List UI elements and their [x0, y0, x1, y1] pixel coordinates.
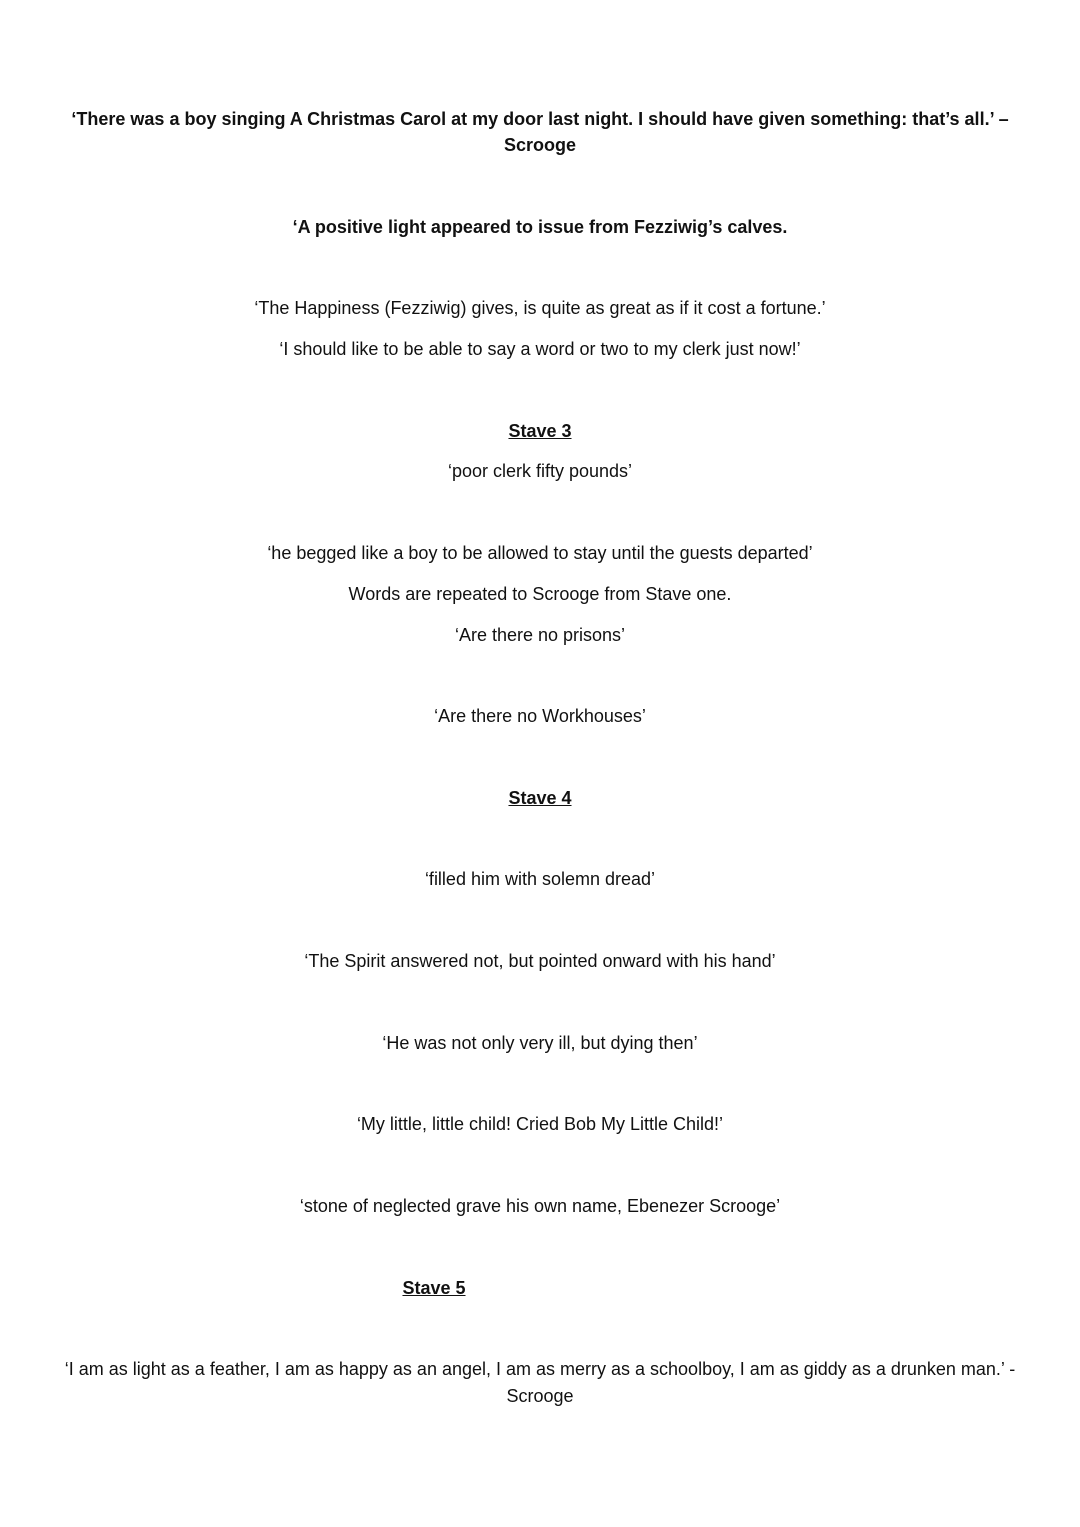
quote-boy-singing: ‘There was a boy singing A Christmas Carol at my door last night. I should have given something: that’s all.’ –	[71, 109, 1009, 129]
stave-3-heading: Stave 3	[508, 421, 572, 441]
quote-begged-like-boy: ‘he begged like a boy to be allowed to stay until the guests departed’	[267, 543, 813, 563]
quote-light-as-feather-attribution: Scrooge	[506, 1386, 574, 1406]
stave-5-heading: Stave 5	[402, 1278, 466, 1298]
quote-little-child: ‘My little, little child! Cried Bob My Little Child!’	[356, 1114, 724, 1134]
quote-solemn-dread: ‘filled him with solemn dread’	[424, 869, 656, 889]
quote-prisons: ‘Are there no prisons’	[454, 625, 626, 645]
quote-neglected-grave: ‘stone of neglected grave his own name, Ebenezer Scrooge’	[299, 1196, 781, 1216]
quote-positive-light: ‘A positive light appeared to issue from Fezziwig’s calves.	[292, 217, 788, 237]
quote-light-as-feather: ‘I am as light as a feather, I am as happy as an angel, I am as merry as a schoolboy, I am as giddy as a drunken man.’ -	[64, 1359, 1016, 1379]
stave-4-heading: Stave 4	[508, 788, 572, 808]
note-words-repeated: Words are repeated to Scrooge from Stave one.	[348, 584, 732, 604]
quote-poor-clerk: ‘poor clerk fifty pounds’	[447, 461, 633, 481]
quote-workhouses: ‘Are there no Workhouses’	[434, 706, 646, 726]
quote-spirit-answered: ‘The Spirit answered not, but pointed onward with his hand’	[304, 951, 776, 971]
quote-word-to-clerk: ‘I should like to be able to say a word or two to my clerk just now!’	[279, 339, 801, 359]
quote-very-ill: ‘He was not only very ill, but dying then’	[382, 1033, 698, 1053]
quote-boy-singing-attribution: Scrooge	[503, 135, 577, 155]
quote-happiness: ‘The Happiness (Fezziwig) gives, is quite as great as if it cost a fortune.’	[254, 298, 826, 318]
